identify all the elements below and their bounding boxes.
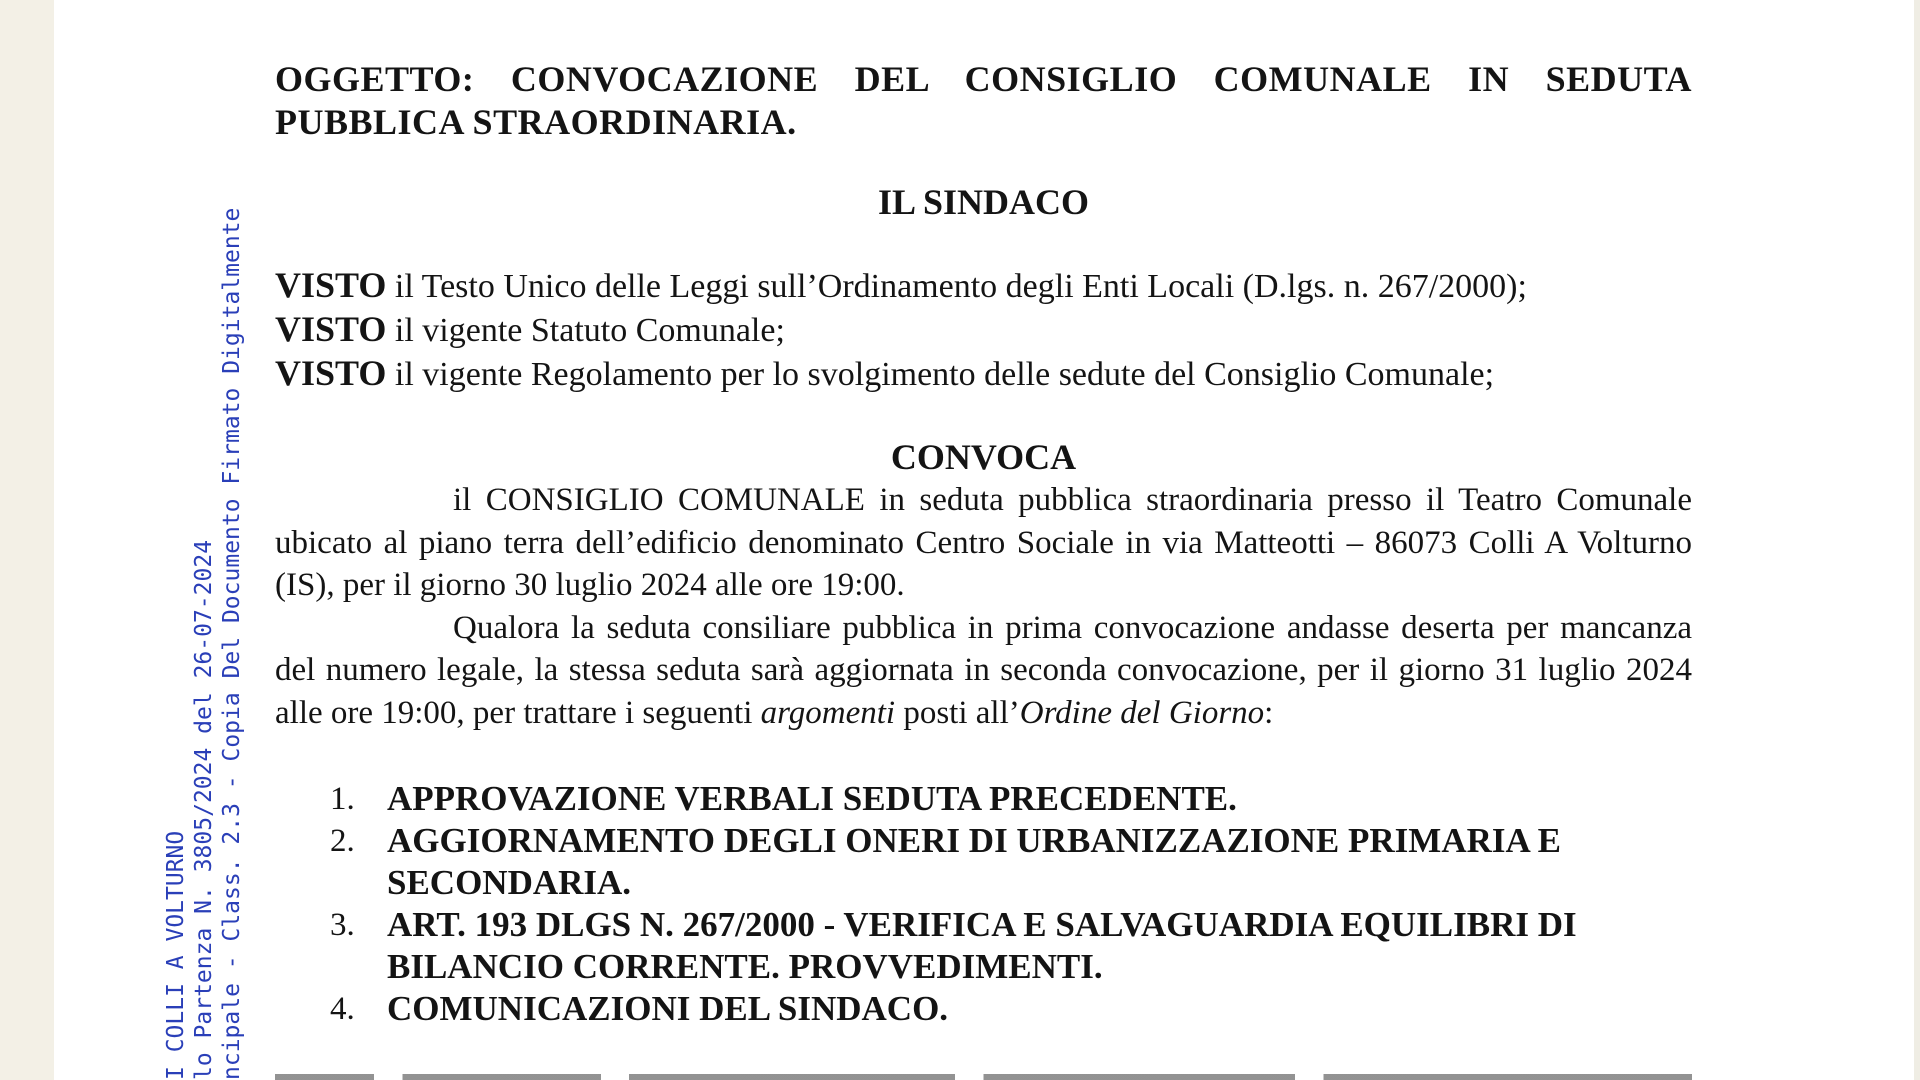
visto-line-3 — [275, 352, 1692, 396]
visto-text: il vigente Statuto Comunale; — [386, 312, 785, 349]
agenda-item-text: COMUNICAZIONI DEL SINDACO. — [387, 989, 949, 1028]
agenda-item — [330, 778, 1692, 820]
protocol-stamp — [162, 208, 246, 1080]
visto-keyword: VISTO — [275, 309, 387, 349]
agenda-item-number: 4. — [330, 991, 355, 1027]
document-body — [275, 58, 1692, 1030]
cut-off-text-line — [275, 1066, 1692, 1080]
stamp-line-1: I COLLI A VOLTURNO — [163, 830, 189, 1080]
paragraph-italic-argomenti: argomenti — [760, 694, 896, 731]
document-subject: OGGETTO: CONVOCAZIONE DEL CONSIGLIO COMUNALE IN SEDUTA PUBBLICA STRAORDINARIA. — [275, 59, 1692, 142]
visto-text: il vigente Regolamento per lo svolgimento delle sedute del Consiglio Comunale; — [386, 356, 1495, 393]
visto-keyword: VISTO — [275, 265, 387, 305]
visto-keyword: VISTO — [275, 353, 387, 393]
agenda-item — [330, 988, 1692, 1030]
agenda-item-number: 3. — [330, 907, 355, 943]
agenda-item — [330, 820, 1692, 904]
agenda-list — [275, 778, 1692, 1030]
visto-line-2 — [275, 308, 1692, 352]
second-convocation-paragraph — [275, 607, 1692, 735]
visti-section — [275, 264, 1692, 396]
agenda-item-number: 2. — [330, 823, 355, 859]
agenda-item — [330, 904, 1692, 988]
agenda-item-text: ART. 193 DLGS N. 267/2000 - VERIFICA E SALVAGUARDIA EQUILIBRI DI BILANCIO CORRENTE. PROVVEDIMENTI. — [387, 905, 1577, 986]
visto-text: il Testo Unico delle Leggi sull’Ordinamento degli Enti Locali (D.lgs. n. 267/2000); — [386, 268, 1527, 305]
paragraph-text: Qualora la seduta consiliare pubblica in prima convocazione andasse deserta per mancanza del numero legale, la stessa seduta sarà aggiornata in seconda convocazione, per il giorno 31 luglio 2024 alle ore 19:00, per trattare i seguenti — [275, 609, 1692, 731]
heading-il-sindaco: IL SINDACO — [877, 182, 1090, 222]
agenda-item-number: 1. — [330, 781, 355, 817]
visto-line-1 — [275, 264, 1692, 308]
stamp-line-2: lo Partenza N. 3805/2024 del 26-07-2024 — [191, 539, 217, 1080]
paragraph-text: : — [1264, 694, 1274, 731]
page-edge — [1914, 0, 1920, 1080]
stamp-line-3: ncipale - Class. 2.3 - Copia Del Documento Firmato Digitalmente — [219, 207, 245, 1080]
convocation-paragraph: il CONSIGLIO COMUNALE in seduta pubblica straordinaria presso il Teatro Comunale ubicato al piano terra dell’edificio denominato Centro Sociale in via Matteotti – 86073 Colli A Volturno (IS), per il giorno 30 luglio 2024 alle ore 19:00. — [275, 482, 1692, 603]
heading-convoca: CONVOCA — [890, 437, 1077, 477]
paragraph-text: posti all’ — [895, 694, 1020, 731]
paragraph-italic-ordine: Ordine del Giorno — [1019, 694, 1265, 731]
agenda-item-text: APPROVAZIONE VERBALI SEDUTA PRECEDENTE. — [387, 779, 1237, 818]
agenda-item-text: AGGIORNAMENTO DEGLI ONERI DI URBANIZZAZIONE PRIMARIA E SECONDARIA. — [387, 821, 1561, 902]
